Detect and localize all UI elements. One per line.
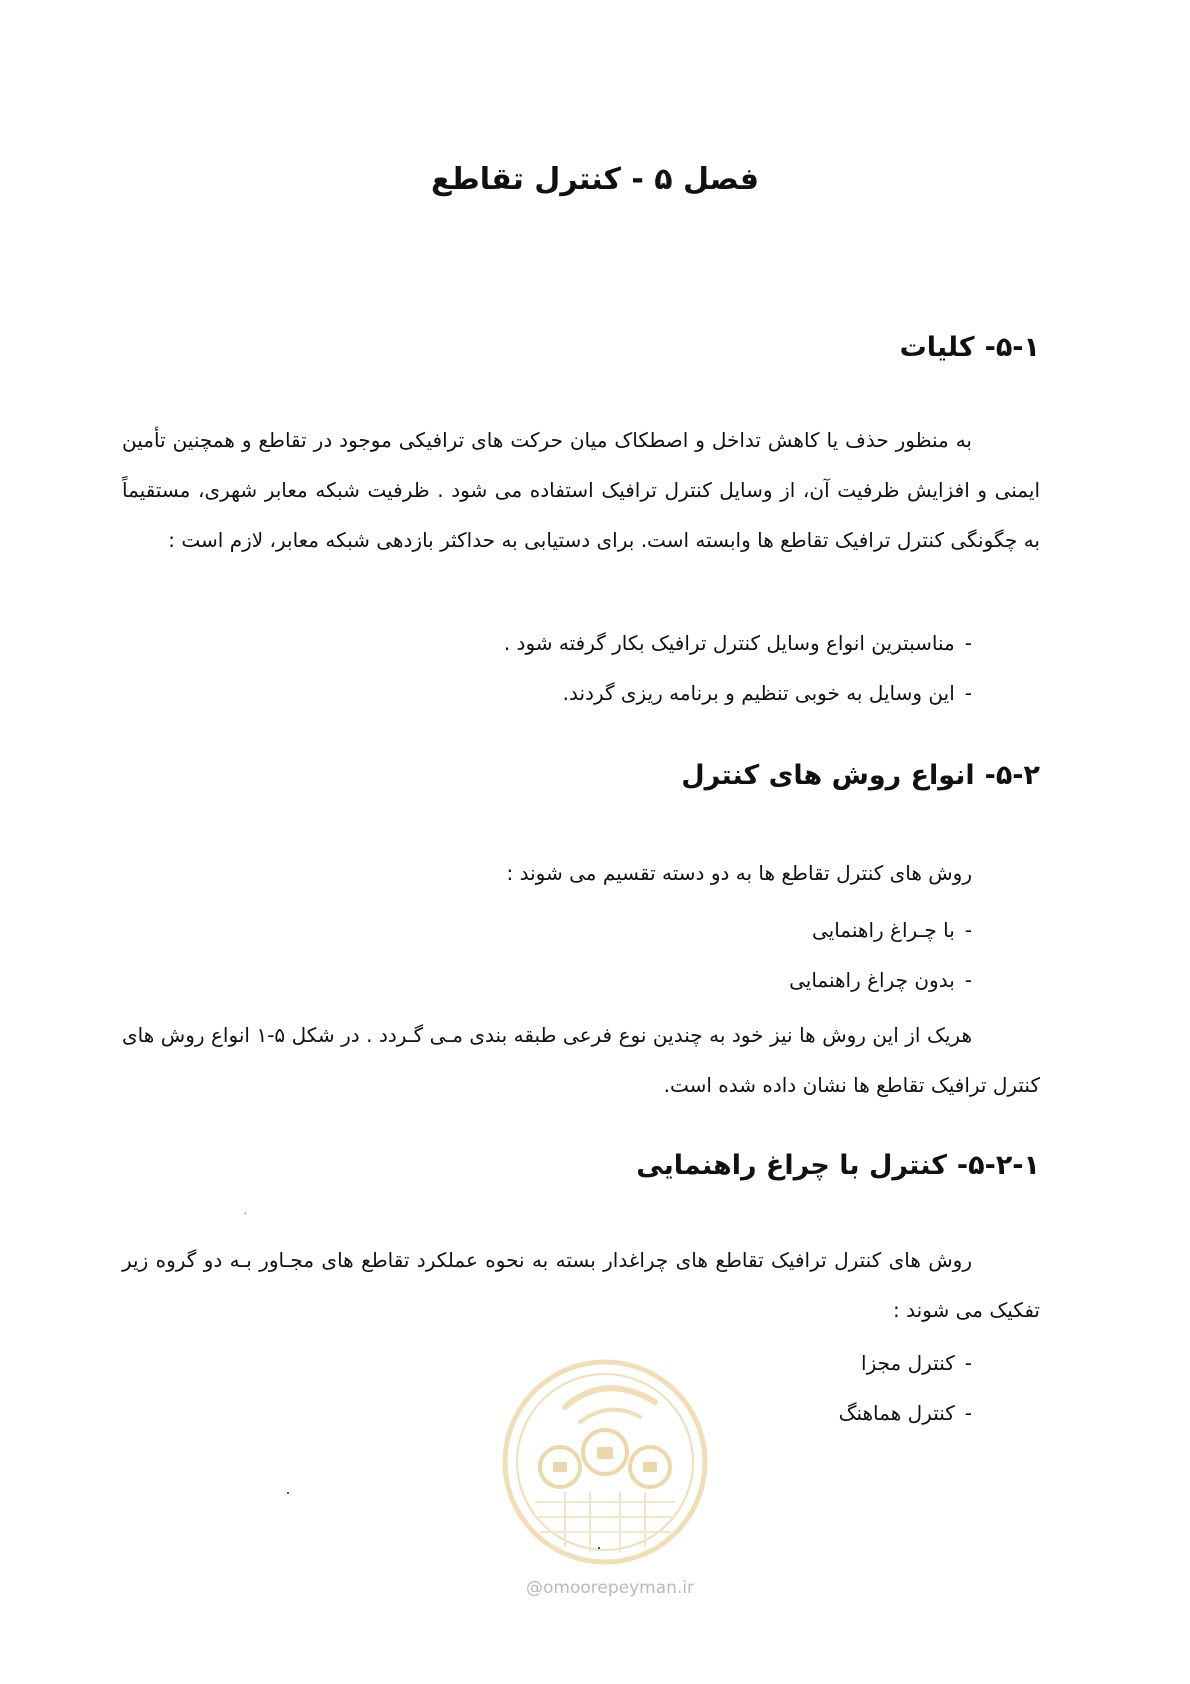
paragraph-text: هریک از این روش ها نیز خود به چندین نوع فرعی طبقه بندی مـی گـردد . در شکل ۵-۱ انواع روش های کنترل ترافیک تقاطع ها نشان داده شده است.: [122, 1023, 1040, 1097]
scan-speck: [598, 1547, 600, 1549]
section-heading-signal-control: [636, 1150, 1040, 1181]
section-heading-general: [900, 332, 1040, 363]
paragraph-subtypes: [122, 1010, 1040, 1110]
paragraph-general-intro: [122, 415, 1040, 565]
watermark-url: @omoorepeyman.ir: [525, 1578, 695, 1598]
section-number: ۵-۱-: [984, 332, 1040, 363]
bullet-list-signal-control: [839, 1338, 972, 1438]
list-item: [839, 1388, 972, 1438]
bullet-dash: -: [964, 1401, 972, 1425]
bullet-list-control-types: [789, 905, 972, 1005]
list-item: [789, 955, 972, 1005]
paragraph-text: به منظور حذف یا کاهش تداخل و اصطکاک میان حرکت های ترافیکی موجود در تقاطع و همچنین تأمین ایمنی و افزایش ظرفیت آن، از وسایل کنترل ترافیک استفاده می شود . ظرفیت شبکه معابر شهری، مستقیماً به چگونگی کنترل ترافیک تقاطع ها وابسته است. برای دستیابی به حداکثر بازدهی شبکه معابر، لازم است :: [122, 428, 1040, 552]
section-number: ۵-۲-: [984, 760, 1040, 791]
section-title: کلیات: [899, 332, 975, 363]
list-item-text: کنترل هماهنگ: [838, 1401, 955, 1425]
list-item: [839, 1338, 972, 1388]
bullet-dash: -: [964, 681, 972, 705]
list-item-text: با چـراغ راهنمایی: [811, 918, 955, 942]
bullet-dash: -: [964, 631, 972, 655]
list-item: [504, 618, 972, 668]
chapter-title: فصل ۵ - کنترل تقاطع: [430, 162, 760, 197]
list-item-text: این وسایل به خوبی تنظیم و برنامه ریزی گردند.: [562, 681, 955, 705]
section-heading-control-types: [681, 760, 1040, 791]
bullet-list-requirements: [504, 618, 972, 718]
bullet-dash: -: [964, 918, 972, 942]
bullet-dash: -: [964, 968, 972, 992]
paragraph-text: روش های کنترل تقاطع ها به دو دسته تقسیم می شوند :: [506, 861, 972, 885]
list-item-text: مناسبترین انواع وسایل کنترل ترافیک بکار گرفته شود .: [503, 631, 955, 655]
list-item-text: کنترل مجزا: [861, 1351, 955, 1375]
section-number: ۵-۲-۱-: [956, 1150, 1040, 1181]
list-item: [504, 668, 972, 718]
paragraph-signal-control: [122, 1235, 1040, 1335]
bullet-dash: -: [964, 1351, 972, 1375]
list-item: [789, 905, 972, 955]
paragraph-control-types: [122, 848, 1040, 898]
scan-speck: [287, 1492, 289, 1494]
list-item-text: بدون چراغ راهنمایی: [789, 968, 955, 992]
scan-speck: [245, 1213, 246, 1214]
section-title: کنترل با چراغ راهنمایی: [636, 1150, 947, 1181]
paragraph-text: روش های کنترل ترافیک تقاطع های چراغدار بسته به نحوه عملکرد تقاطع های مجـاور بـه دو گروه زیر تفکیک می شوند :: [122, 1248, 1040, 1322]
watermark-seal-icon: [495, 1352, 715, 1572]
section-title: انواع روش های کنترل: [681, 760, 975, 791]
